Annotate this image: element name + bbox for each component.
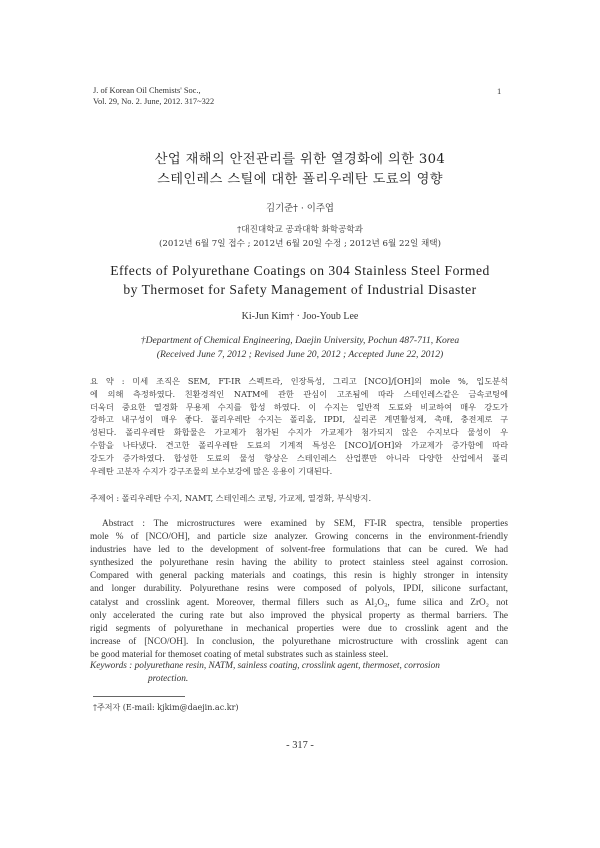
english-abstract-line: increase of [NCO/OH]. In conclusion, the polyurethane microstructure with crosslink agent can xyxy=(90,636,508,647)
korean-abstract-line: 에 의해 측정하였다. 친환경적인 NATM에 관한 관심이 고조됨에 따라 스테인레스같은 금속코팅에 xyxy=(90,388,508,399)
english-abstract-line: Compared with general packing materials and coatings, this resin is highly stronger in intensity xyxy=(90,571,508,582)
journal-line-2: Vol. 29, No. 2. June, 2012. 317~322 xyxy=(93,96,215,106)
english-title-line-1: Effects of Polyurethane Coatings on 304 Stainless Steel Formed xyxy=(110,263,490,278)
english-abstract-line: be good material for themoset coating of metal substrates such as stainless steel. xyxy=(90,649,389,660)
english-title-line-2: by Thermoset for Safety Management of Industrial Disaster xyxy=(123,282,477,297)
korean-abstract-line: 강도가 증가하였다. 합성한 도료의 물성 향상은 스테인레스 산업뿐만 아니라 다양한 산업에서 폴리 xyxy=(90,452,508,463)
korean-dates: (2012년 6월 7일 접수 ; 2012년 6월 20일 수정 ; 2012년 6월 22일 채택) xyxy=(159,239,441,249)
page-number: - 317 - xyxy=(286,740,314,751)
journal-line-1: J. of Korean Oil Chemists' Soc., xyxy=(93,86,201,95)
korean-abstract-line: 성된다. 폴리우레탄 화합물은 가교제가 첨가된 수지가 가교제가 첨가되지 않은 수지보다 물성이 우 xyxy=(90,427,508,438)
english-abstract-line: rigid segments of polyurethane in mechanical properties were due to crosslink agent and the xyxy=(90,623,508,634)
korean-affiliation: †대진대학교 공과대학 화학공학과 xyxy=(237,225,363,235)
english-abstract-line: synthesized the polyurethane resin having the ability to protect stainless steel against corrosion. xyxy=(90,558,508,569)
corner-page-number: 1 xyxy=(497,86,502,96)
english-keywords xyxy=(90,660,508,686)
english-abstract xyxy=(90,518,508,662)
korean-abstract-line: 요 약 : 미세 조직은 SEM, FT-IR 스펙트라, 인장특성, 그리고 [NCO]/[OH]의 mole %, 입도분석 xyxy=(90,376,508,386)
english-authors: Ki-Jun Kim† · Joo-Youb Lee xyxy=(241,311,359,322)
keywords-text: : polyurethane resin, NATM, sainless coating, crosslink agent, thermoset, corrosion xyxy=(129,661,440,671)
english-dates: (Received June 7, 2012 ; Revised June 20, 2012 ; Accepted June 22, 2012) xyxy=(156,349,444,360)
korean-abstract-line: 우레탄 고분자 수지가 강구조물의 보수보강에 많은 응용이 기대된다. xyxy=(90,465,333,476)
korean-keywords-text: 주제어 : 폴리우레탄 수지, NAMT, 스테인레스 코팅, 가교제, 열경화, 부식방지. xyxy=(90,493,372,503)
korean-title-line-2: 스테인레스 스틸에 대한 폴리우레탄 도료의 영향 xyxy=(157,172,443,187)
english-abstract-line: only accelerated the curing rate but also improved the physical property as thermal barriers. The xyxy=(90,610,508,621)
footnote-divider xyxy=(93,696,185,697)
english-abstract-line: catalyst and crosslink agent. Moreover, thermal fillers such as Al₂O₃, fume silica and ZrO₂ not xyxy=(90,597,508,608)
corresponding-author-footnote: †주저자 (E-mail: kjkim@daejin.ac.kr) xyxy=(93,703,239,712)
korean-keywords xyxy=(90,492,508,505)
journal-header xyxy=(93,86,214,107)
english-affiliation: †Department of Chemical Engineering, Daejin University, Pochun 487-711, Korea xyxy=(140,335,460,346)
english-abstract-line: Abstract : The microstructures were examined by SEM, FT-IR spectra, tensible properties xyxy=(102,519,508,529)
korean-abstract-line: 더욱더 중요한 열경화 무용제 수지를 합성 하였다. 이 수지는 일반적 도료와 비교하여 매우 강도가 xyxy=(90,401,508,412)
korean-abstract-line: 강하고 내구성이 매우 좋다. 폴리우레탄 수지는 폴리올, IPDI, 실리콘 계면활성제, 촉매, 충전제로 구 xyxy=(90,414,508,425)
korean-abstract xyxy=(90,375,508,477)
english-keywords-line xyxy=(90,660,508,673)
korean-authors: 김기준† · 이주엽 xyxy=(266,203,334,214)
english-keywords-cont: protection. xyxy=(148,674,189,685)
keywords-label: Keywords xyxy=(90,661,127,671)
korean-abstract-line: 수함을 나타냈다. 견고한 폴리우레탄 도료의 기계적 특성은 [NCO]/[OH]와 가교제가 증가함에 따라 xyxy=(90,439,508,450)
korean-title-line-1: 산업 재해의 안전관리를 위한 열경화에 의한 304 xyxy=(154,152,446,167)
english-abstract-line: industries have led to the development of solvent-free formulations that can be cured. We had xyxy=(90,545,508,556)
english-abstract-line: and longer durability. Polyurethane resins were composed of polyols, IPDI, silicone surfactant, xyxy=(90,584,508,595)
english-abstract-line: mole % of [NCO/OH], and particle size analyzer. Growing concerns in the environment-friendly xyxy=(90,532,508,543)
